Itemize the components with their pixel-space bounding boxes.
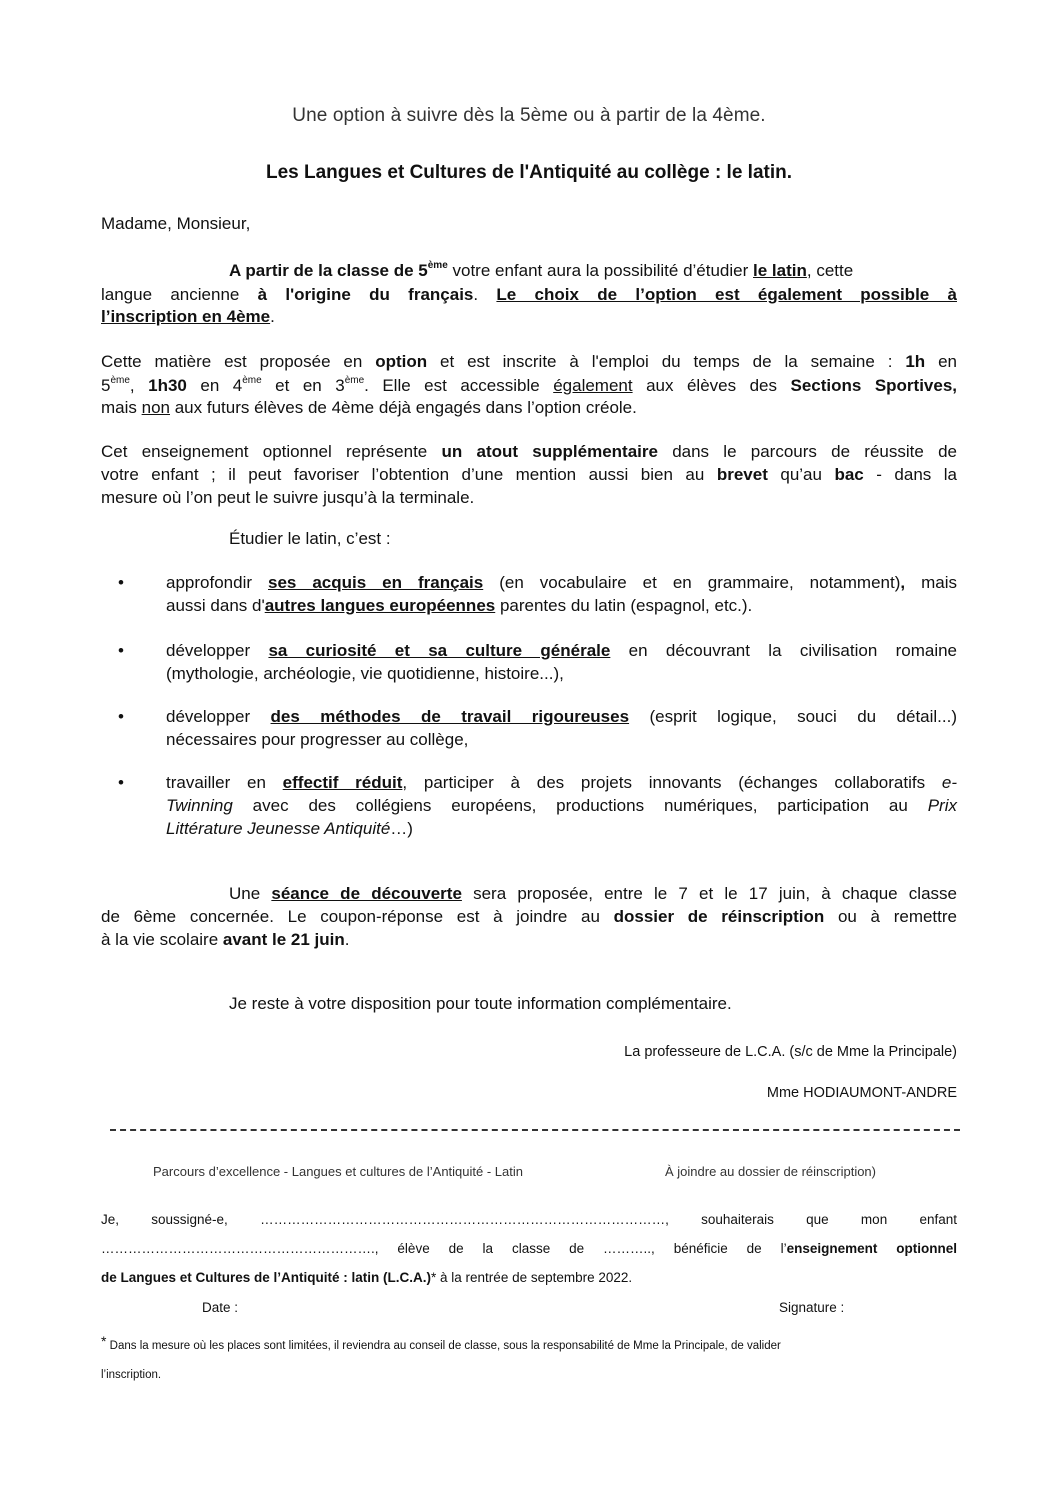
coupon-line3: de Langues et Cultures de l’Antiquité : latin (L.C.A.)* à la rentrée de septembre 2022. — [101, 1270, 633, 1285]
p1-sup: ème — [427, 260, 448, 271]
p3-line2: votre enfant ; il peut favoriser l’obtention d’une mention aussi bien au brevet qu’au bac - dans la — [101, 465, 957, 484]
closing: Je reste à votre disposition pour toute information complémentaire. — [229, 994, 732, 1013]
bullet-1-line1: approfondir ses acquis en français (en vocabulaire et en grammaire, notamment), mais — [166, 573, 958, 592]
p3-line3: mesure où l’on peut le suivre jusqu’à la terminale. — [101, 488, 475, 507]
p1-inscription: l’inscription en 4ème — [101, 307, 271, 326]
coupon-separator — [110, 1129, 960, 1131]
p1-choice: Le choix de l’option est également possible à — [496, 285, 957, 304]
bullet-4-icon: • — [118, 773, 124, 792]
bullet-3-line1: développer des méthodes de travail rigoureuses (esprit logique, souci du détail...) — [166, 707, 958, 726]
coupon-header-right: À joindre au dossier de réinscription) — [665, 1164, 876, 1179]
coupon-line1: Je, soussigné-e, ………………………………………………………………………………, souhaiterais que mon enfant — [101, 1212, 957, 1227]
p1-text2: , cette — [806, 261, 854, 280]
signature-role: La professeure de L.C.A. (s/c de Mme la Principale) — [624, 1044, 957, 1060]
p2-line1: Cette matière est proposée en option et est inscrite à l'emploi du temps de la semaine : 1h en — [101, 352, 957, 371]
bullet-4-line3: Littérature Jeunesse Antiquité…) — [166, 819, 413, 838]
bullet-1-line2: aussi dans d'autres langues européennes parentes du latin (espagnol, etc.). — [166, 596, 753, 615]
p4-line3: à la vie scolaire avant le 21 juin. — [101, 930, 350, 949]
p1-line1 — [229, 260, 853, 282]
coupon-header-left: Parcours d’excellence - Langues et cultures de l’Antiquité - Latin — [153, 1164, 523, 1179]
coupon-note-line2: l’inscription. — [101, 1369, 162, 1381]
p1-text1: votre enfant aura la possibilité d’étudier — [447, 261, 754, 280]
coupon-note-line1: * Dans la mesure où les places sont limitées, il reviendra au conseil de classe, sous la responsabilité de Mme la Principale, de valider — [101, 1333, 781, 1352]
page-subtitle: Une option à suivre dès la 5ème ou à partir de la 4ème. — [292, 105, 766, 126]
page-title: Les Langues et Cultures de l'Antiquité au collège : le latin. — [265, 162, 793, 183]
date-label: Date : — [202, 1300, 239, 1315]
p1-line2: langue ancienne à l'origine du français. Le choix de l’option est également possible à — [101, 285, 957, 304]
bullet-4-line2: Twinning avec des collégiens européens, productions numériques, participation au Prix — [166, 796, 957, 815]
coupon-line2: ……………………………………………………., élève de la classe de ……….., bénéficie de l’enseignement optionnel — [101, 1241, 957, 1256]
bullet-2-line1: développer sa curiosité et sa culture générale en découvrant la civilisation romaine — [166, 641, 958, 660]
study-intro: Étudier le latin, c’est : — [229, 529, 391, 548]
p1-origin: à l'origine du français — [257, 285, 474, 304]
bullet-1-icon: • — [118, 573, 124, 592]
bullet-2-line2: (mythologie, archéologie, vie quotidienne, histoire...), — [166, 664, 564, 683]
bullet-2-icon: • — [118, 641, 124, 660]
bullet-3-icon: • — [118, 707, 124, 726]
p4-line2: de 6ème concernée. Le coupon-réponse est à joindre au dossier de réinscription ou à remettre — [101, 907, 957, 926]
p2-line3: mais non aux futurs élèves de 4ème déjà engagés dans l’option créole. — [101, 398, 637, 417]
p4-line1: Une séance de découverte sera proposée, entre le 7 et le 17 juin, à chaque classe — [229, 884, 957, 903]
p3-line1: Cet enseignement optionnel représente un atout supplémentaire dans le parcours de réussite de — [101, 442, 957, 461]
greeting: Madame, Monsieur, — [101, 214, 251, 233]
signature-label: Signature : — [779, 1300, 845, 1315]
signature-name: Mme HODIAUMONT-ANDRE — [766, 1085, 957, 1101]
bullet-3-line2: nécessaires pour progresser au collège, — [166, 730, 469, 749]
p1-latin: le latin — [753, 261, 807, 280]
bullet-4-line1: travailler en effectif réduit, participer à des projets innovants (échanges collaboratifs e- — [166, 773, 957, 792]
p1-bold-class: A partir de la classe de 5 — [229, 261, 428, 280]
p1-line3: l’inscription en 4ème. — [101, 307, 275, 326]
p2-line2: 5ème, 1h30 en 4ème et en 3ème. Elle est accessible également aux élèves des Sections Sportives, — [101, 375, 958, 395]
